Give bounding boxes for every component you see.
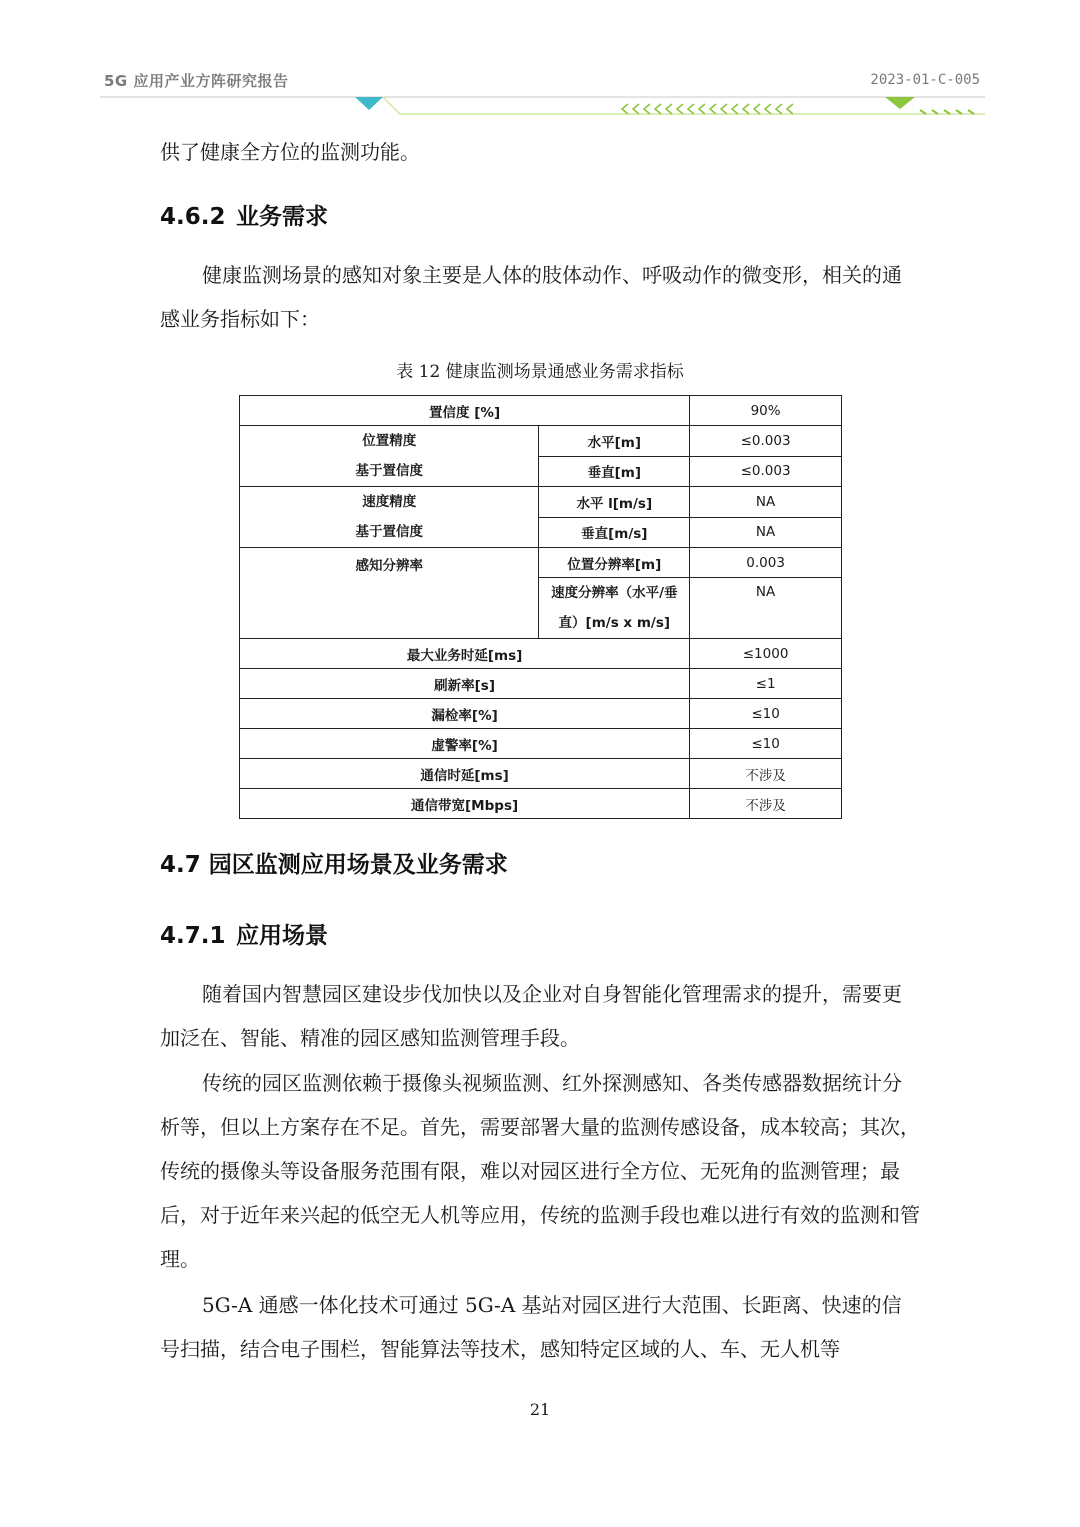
table-caption: 表 12 健康监测场景通感业务需求指标 [396,362,684,382]
header-triangle-teal [355,97,383,110]
table-cell-label: 虚警率[%] [240,729,690,759]
header-decoration [100,92,985,120]
table-cell-value: ≤0.003 [690,426,842,457]
table-row [240,729,842,759]
table-cell-value: NA [690,487,842,518]
table-cell-label: 通信时延[ms] [240,759,690,789]
section-title: 业务需求 [236,204,328,230]
table-cell-label: 通信带宽[Mbps] [240,789,690,819]
table-row [240,699,842,729]
table-row [240,396,842,426]
paragraph-4-7-1-a: 随着国内智慧园区建设步伐加快以及企业对自身智能化管理需求的提升，需要更加泛在、智能、精准的园区感知监测管理手段。 [160,982,902,1050]
table-group-position-accuracy [240,426,539,487]
header-chevron-row [622,104,793,114]
group-label-line: 速度精度 [362,494,417,510]
table-row [240,426,842,457]
requirements-table [239,395,842,819]
group-label-line: 基于置信度 [355,524,423,540]
section-number: 4.6.2 [160,204,226,230]
table-row [240,669,842,699]
section-title: 应用场景 [236,923,328,949]
document-code: 2023-01-C-005 [870,72,980,88]
section-heading-4-7: 4.7 园区监测应用场景及业务需求 [160,852,508,878]
table-cell-label: 置信度 [%] [240,396,690,426]
table-cell-label: 最大业务时延[ms] [240,639,690,669]
table-cell-label: 垂直[m] [539,456,690,487]
group-label-line: 基于置信度 [355,463,423,479]
table-cell-label: 刷新率[s] [240,669,690,699]
table-group-resolution: 感知分辨率 [240,548,539,639]
table-cell-label: 水平[m] [539,426,690,457]
table-cell-label: 位置分辨率[m] [539,548,690,578]
table-cell-value: 不涉及 [690,759,842,789]
running-header-title: 5G 应用产业方阵研究报告 [104,72,289,90]
section-heading-4-7-1 [160,917,328,950]
cell-label-line: 速度分辨率（水平/垂 [551,585,678,601]
group-label-line: 位置精度 [362,433,417,449]
page-number: 21 [529,1400,551,1419]
table-cell-label: 水平 l[m/s] [539,487,690,518]
paragraph-4-7-1-c: 5G-A 通感一体化技术可通过 5G-A 基站对园区进行大范围、长距离、快速的信号扫描，结合电子围栏，智能算法等技术，感知特定区域的人、车、无人机等 [160,1293,902,1361]
table-cell-label [539,578,690,639]
table-row [240,759,842,789]
table-cell-value: NA [690,517,842,548]
section-heading-4-6-2 [160,198,328,231]
table-row [240,789,842,819]
table-row [240,487,842,518]
cell-label-line: 直）[m/s x m/s] [558,615,671,631]
table-cell-value: ≤1000 [690,639,842,669]
table-cell-value: ≤0.003 [690,456,842,487]
paragraph-4-6-2: 健康监测场景的感知对象主要是人体的肢体动作、呼吸动作的微变形，相关的通感业务指标如下： [160,263,902,331]
table-cell-label: 漏检率[%] [240,699,690,729]
table-cell-value: 不涉及 [690,789,842,819]
table-row [240,548,842,578]
table-cell-label: 垂直[m/s] [539,517,690,548]
header-triangle-green [885,97,915,109]
table-row [240,639,842,669]
table-cell-value: 0.003 [690,548,842,578]
table-group-velocity-accuracy [240,487,539,548]
table-cell-value: 90% [690,396,842,426]
continued-paragraph: 供了健康全方位的监测功能。 [160,140,420,164]
section-number: 4.7.1 [160,923,226,949]
table-cell-value: NA [690,578,842,639]
table-cell-value: ≤10 [690,699,842,729]
paragraph-4-7-1-b: 传统的园区监测依赖于摄像头视频监测、红外探测感知、各类传感器数据统计分析等，但以上方案存在不足。首先，需要部署大量的监测传感设备，成本较高；其次，传统的摄像头等设备服务范围有限，难以对园区进行全方位、无死角的监测管理；最后，对于近年来兴起的低空无人机等应用，传统的监测手段也难以进行有效的监测和管理。 [160,1071,920,1271]
table-cell-value: ≤10 [690,729,842,759]
table-cell-value: ≤1 [690,669,842,699]
